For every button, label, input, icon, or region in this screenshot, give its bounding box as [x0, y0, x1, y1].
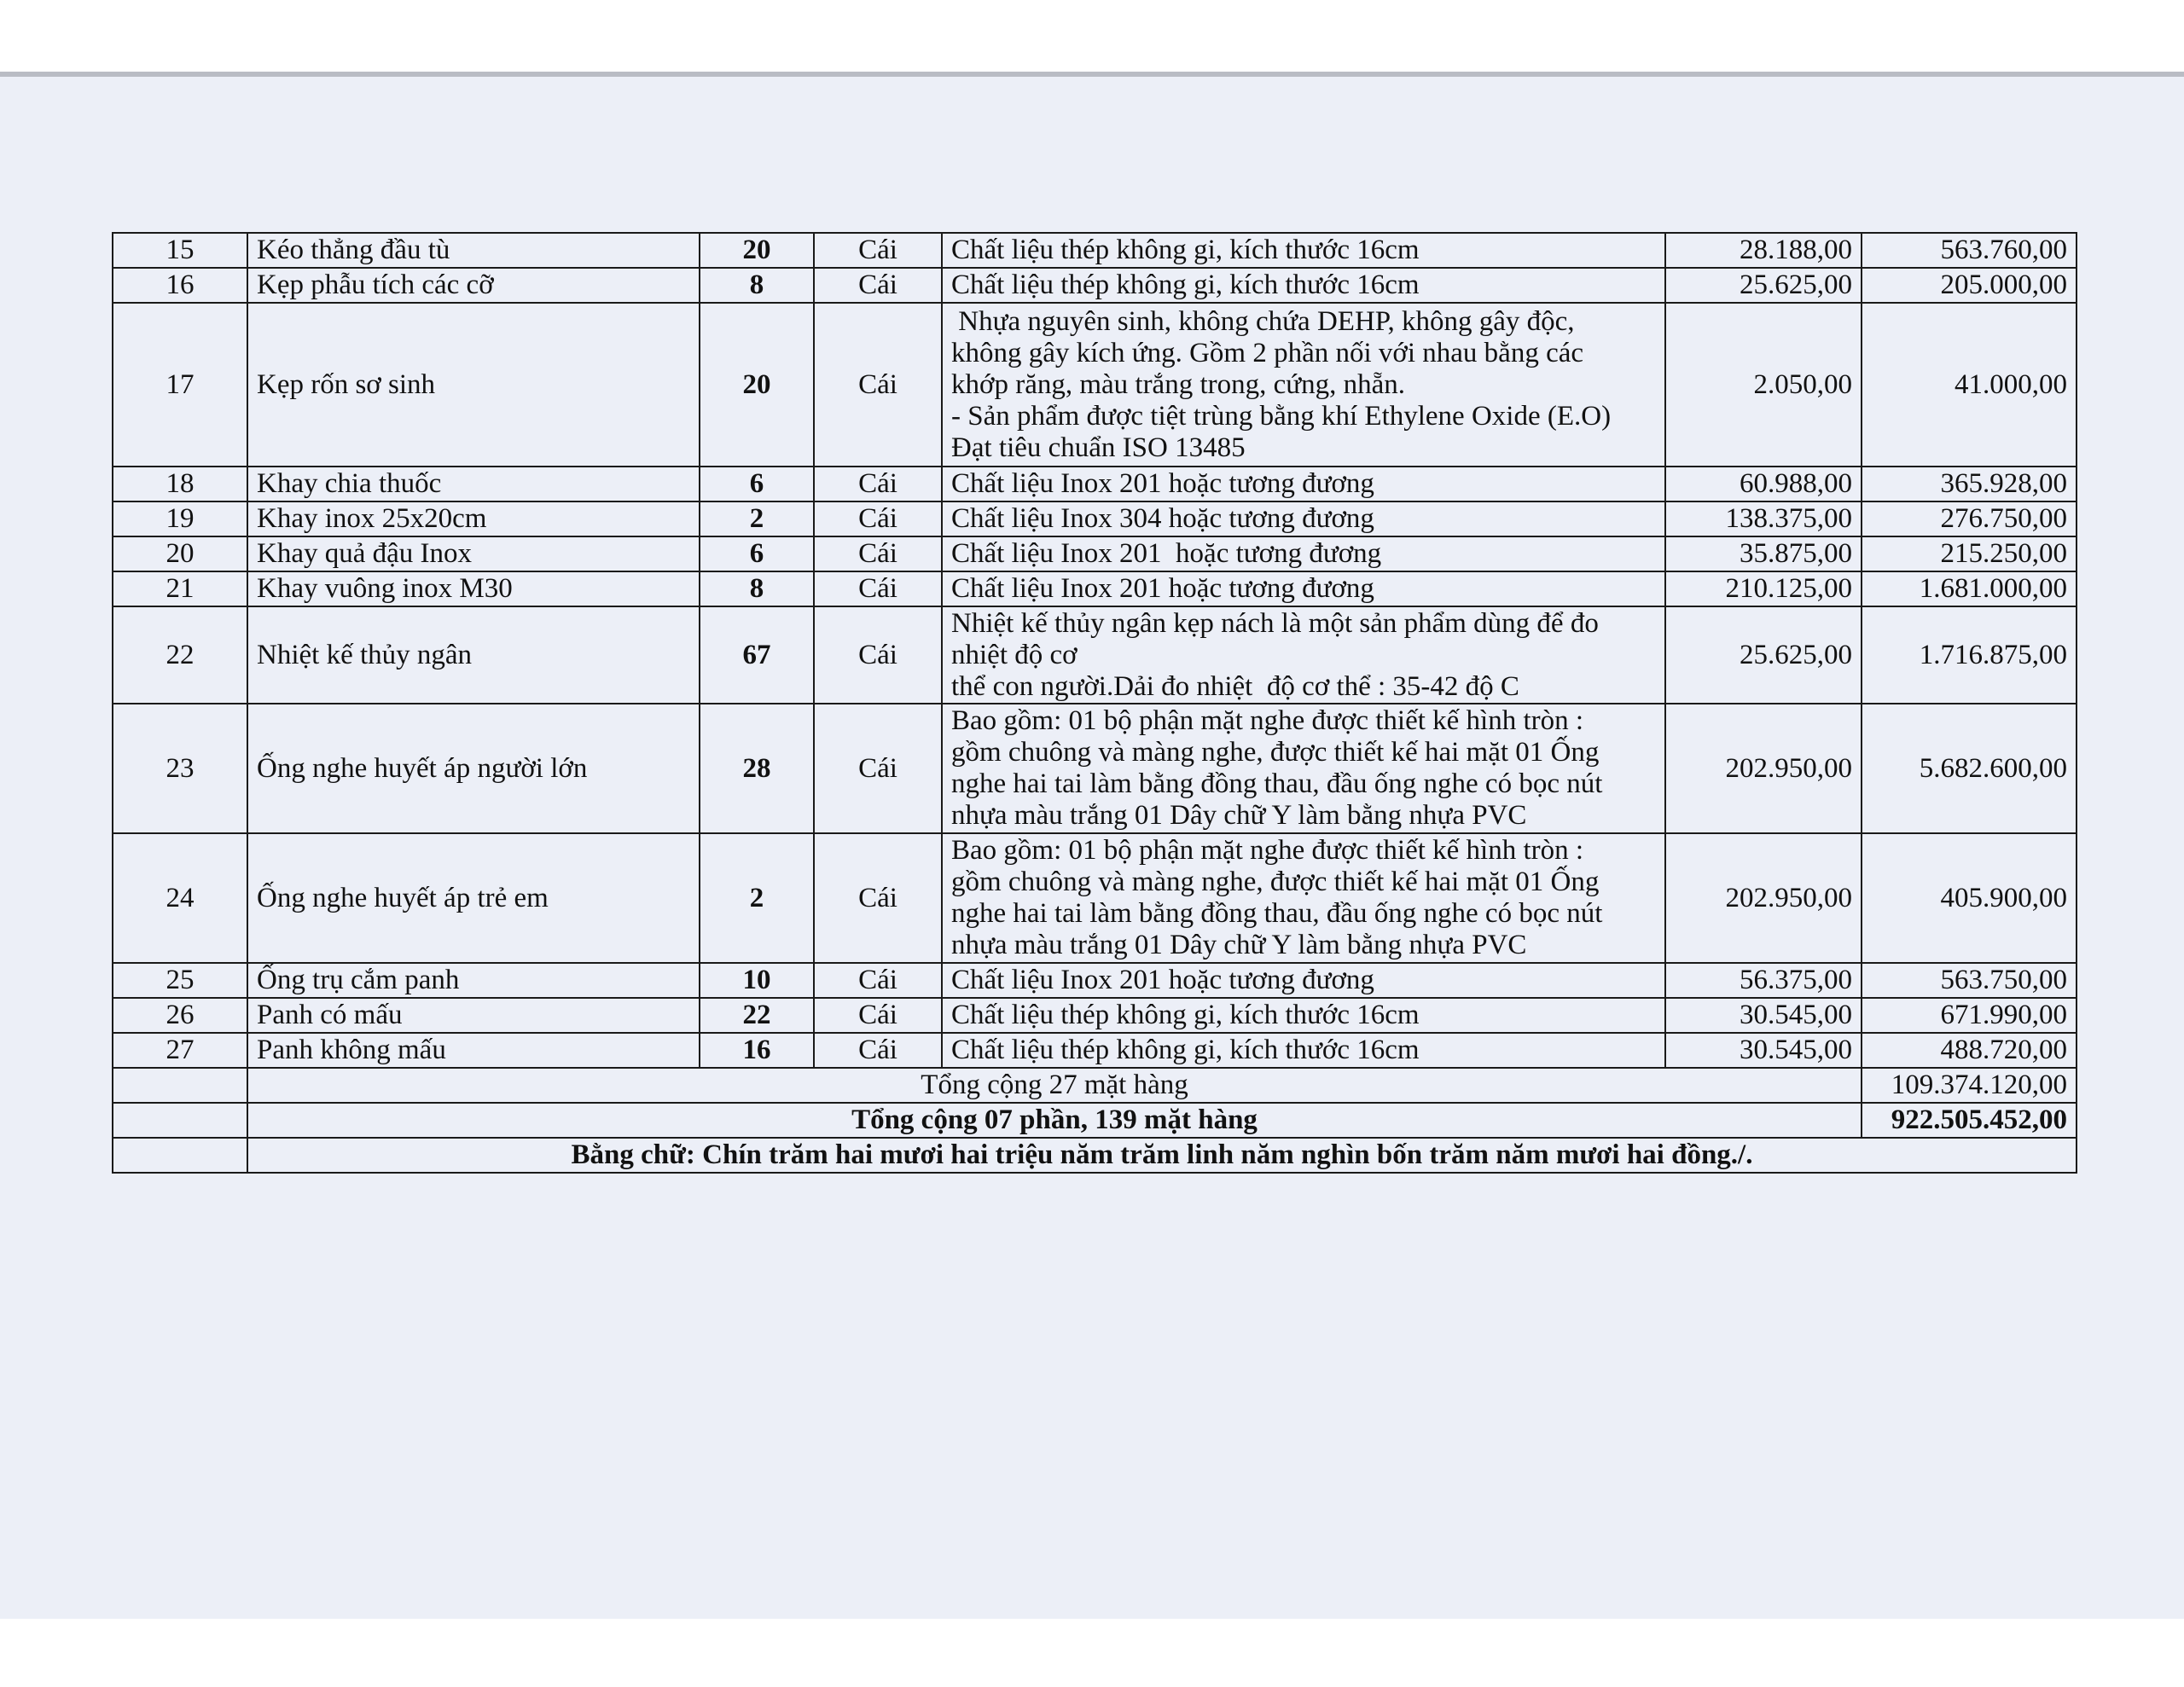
spec-line: nhựa màu trắng 01 Dây chữ Y làm bằng nhựa PVC — [951, 930, 1527, 960]
item-quantity: 28 — [700, 704, 814, 833]
amount-in-words: Bằng chữ: Chín trăm hai mươi hai triệu năm trăm linh năm nghìn bốn trăm năm mươi hai đồng./. — [247, 1138, 2077, 1173]
item-number: 23 — [113, 704, 247, 833]
spec-line: Chất liệu thép không gi, kích thước 16cm — [951, 1000, 1420, 1030]
item-name: Kẹp phẫu tích các cỡ — [247, 268, 700, 303]
item-unit: Cái — [814, 833, 942, 963]
item-total-price: 488.720,00 — [1862, 1033, 2077, 1068]
item-total-price: 671.990,00 — [1862, 998, 2077, 1033]
item-quantity: 2 — [700, 833, 814, 963]
spec-line: Nhựa nguyên sinh, không chứa DEHP, không gây độc, — [951, 305, 1575, 337]
item-number: 18 — [113, 467, 247, 501]
item-unit-price: 202.950,00 — [1665, 833, 1862, 963]
item-specification — [942, 704, 1665, 833]
item-specification — [942, 233, 1665, 268]
table-row — [113, 963, 2077, 998]
table-row — [113, 1033, 2077, 1068]
item-name: Ống nghe huyết áp trẻ em — [247, 833, 700, 963]
table-row — [113, 501, 2077, 536]
item-unit: Cái — [814, 963, 942, 998]
item-unit-price: 138.375,00 — [1665, 501, 1862, 536]
item-total-price: 276.750,00 — [1862, 501, 2077, 536]
spec-line: khớp răng, màu trắng trong, cứng, nhẵn. — [951, 368, 1406, 400]
item-quantity: 20 — [700, 303, 814, 467]
item-name: Panh không mấu — [247, 1033, 700, 1068]
spec-line: Chất liệu thép không gi, kích thước 16cm — [951, 270, 1420, 300]
item-name: Kéo thẳng đầu tù — [247, 233, 700, 268]
item-unit: Cái — [814, 303, 942, 467]
spec-line: Bao gồm: 01 bộ phận mặt nghe được thiết kế hình tròn : — [951, 705, 1584, 736]
spec-line: nghe hai tai làm bằng đồng thau, đầu ống nghe có bọc nút — [951, 898, 1603, 929]
item-total-price: 563.750,00 — [1862, 963, 2077, 998]
table-row — [113, 998, 2077, 1033]
spec-line: Chất liệu thép không gi, kích thước 16cm — [951, 1035, 1420, 1065]
spec-line: Nhiệt kế thủy ngân kẹp nách là một sản phẩm dùng để đo — [951, 607, 1599, 639]
grand-total-row — [113, 1103, 2077, 1138]
item-specification — [942, 303, 1665, 467]
item-specification — [942, 1033, 1665, 1068]
item-number: 17 — [113, 303, 247, 467]
subtotal-row — [113, 1068, 2077, 1103]
item-quantity: 6 — [700, 467, 814, 501]
table-row — [113, 704, 2077, 833]
scan-top-margin — [0, 0, 2184, 72]
table-row — [113, 268, 2077, 303]
item-total-price: 563.760,00 — [1862, 233, 2077, 268]
item-number: 19 — [113, 501, 247, 536]
table-row — [113, 833, 2077, 963]
subtotal-label: Tổng cộng 27 mặt hàng — [247, 1068, 1862, 1103]
spec-line: - Sản phẩm được tiệt trùng bằng khí Ethylene Oxide (E.O) — [951, 400, 1612, 432]
item-total-price: 5.682.600,00 — [1862, 704, 2077, 833]
item-number: 25 — [113, 963, 247, 998]
item-total-price: 1.716.875,00 — [1862, 606, 2077, 704]
item-unit: Cái — [814, 571, 942, 606]
item-unit: Cái — [814, 606, 942, 704]
item-number: 16 — [113, 268, 247, 303]
item-unit: Cái — [814, 998, 942, 1033]
item-name: Khay inox 25x20cm — [247, 501, 700, 536]
grand-total-label: Tổng cộng 07 phần, 139 mặt hàng — [247, 1103, 1862, 1138]
item-quantity: 16 — [700, 1033, 814, 1068]
item-unit: Cái — [814, 1033, 942, 1068]
spec-line: Chất liệu thép không gi, kích thước 16cm — [951, 235, 1420, 265]
item-unit: Cái — [814, 233, 942, 268]
spec-line: Chất liệu Inox 304 hoặc tương đương — [951, 503, 1374, 534]
item-number: 20 — [113, 536, 247, 571]
item-quantity: 10 — [700, 963, 814, 998]
item-name: Khay chia thuốc — [247, 467, 700, 501]
item-unit: Cái — [814, 268, 942, 303]
subtotal-value: 109.374.120,00 — [1862, 1068, 2077, 1103]
table-row — [113, 467, 2077, 501]
item-specification — [942, 606, 1665, 704]
grand-total-empty-cell — [113, 1103, 247, 1138]
spec-line: Chất liệu Inox 201 hoặc tương đương — [951, 468, 1374, 499]
table-row — [113, 233, 2077, 268]
item-name: Khay vuông inox M30 — [247, 571, 700, 606]
item-unit-price: 56.375,00 — [1665, 963, 1862, 998]
item-total-price: 365.928,00 — [1862, 467, 2077, 501]
item-specification — [942, 536, 1665, 571]
item-unit-price: 210.125,00 — [1665, 571, 1862, 606]
item-rows — [113, 233, 2077, 1068]
table-row — [113, 303, 2077, 467]
table-row — [113, 606, 2077, 704]
item-number: 15 — [113, 233, 247, 268]
item-quantity: 20 — [700, 233, 814, 268]
item-specification — [942, 998, 1665, 1033]
spec-line: nhựa màu trắng 01 Dây chữ Y làm bằng nhựa PVC — [951, 800, 1527, 831]
amount-in-words-row — [113, 1138, 2077, 1173]
spec-line: nghe hai tai làm bằng đồng thau, đầu ống nghe có bọc nút — [951, 768, 1603, 799]
item-name: Khay quả đậu Inox — [247, 536, 700, 571]
spec-line: gồm chuông và màng nghe, được thiết kế hai mặt 01 Ống — [951, 867, 1600, 897]
spec-line: Chất liệu Inox 201 hoặc tương đương — [951, 573, 1374, 604]
item-unit-price: 2.050,00 — [1665, 303, 1862, 467]
item-total-price: 405.900,00 — [1862, 833, 2077, 963]
item-number: 21 — [113, 571, 247, 606]
spec-line: gồm chuông và màng nghe, được thiết kế hai mặt 01 Ống — [951, 737, 1600, 768]
item-number: 27 — [113, 1033, 247, 1068]
item-name: Nhiệt kế thủy ngân — [247, 606, 700, 704]
item-quantity: 8 — [700, 571, 814, 606]
item-quantity: 22 — [700, 998, 814, 1033]
equipment-price-table — [112, 232, 2077, 1174]
grand-total-value: 922.505.452,00 — [1862, 1103, 2077, 1138]
item-quantity: 8 — [700, 268, 814, 303]
item-number: 22 — [113, 606, 247, 704]
table-row — [113, 536, 2077, 571]
item-unit-price: 30.545,00 — [1665, 1033, 1862, 1068]
item-unit-price: 25.625,00 — [1665, 606, 1862, 704]
item-unit: Cái — [814, 467, 942, 501]
item-unit: Cái — [814, 501, 942, 536]
item-specification — [942, 571, 1665, 606]
item-quantity: 67 — [700, 606, 814, 704]
item-name: Panh có mấu — [247, 998, 700, 1033]
spec-line: Chất liệu Inox 201 hoặc tương đương — [951, 538, 1382, 569]
scan-bottom-margin — [0, 1619, 2184, 1687]
item-name: Ống nghe huyết áp người lớn — [247, 704, 700, 833]
item-unit: Cái — [814, 704, 942, 833]
item-unit-price: 35.875,00 — [1665, 536, 1862, 571]
item-name: Ống trụ cắm panh — [247, 963, 700, 998]
item-specification — [942, 268, 1665, 303]
item-unit-price: 28.188,00 — [1665, 233, 1862, 268]
item-specification — [942, 963, 1665, 998]
item-quantity: 2 — [700, 501, 814, 536]
item-number: 26 — [113, 998, 247, 1033]
item-total-price: 1.681.000,00 — [1862, 571, 2077, 606]
spec-line: nhiệt độ cơ — [951, 639, 1077, 670]
item-specification — [942, 467, 1665, 501]
spec-line: thể con người.Dải đo nhiệt độ cơ thể : 35-42 độ C — [951, 670, 1519, 702]
item-specification — [942, 833, 1665, 963]
summary-rows — [113, 1068, 2077, 1173]
item-unit: Cái — [814, 536, 942, 571]
item-number: 24 — [113, 833, 247, 963]
amount-in-words-empty-cell — [113, 1138, 247, 1173]
subtotal-empty-cell — [113, 1068, 247, 1103]
item-unit-price: 25.625,00 — [1665, 268, 1862, 303]
item-unit-price: 60.988,00 — [1665, 467, 1862, 501]
spec-line: Bao gồm: 01 bộ phận mặt nghe được thiết kế hình tròn : — [951, 835, 1584, 866]
table-row — [113, 571, 2077, 606]
item-specification — [942, 501, 1665, 536]
spec-line: Đạt tiêu chuẩn ISO 13485 — [951, 432, 1246, 463]
spec-line: Chất liệu Inox 201 hoặc tương đương — [951, 965, 1374, 995]
item-quantity: 6 — [700, 536, 814, 571]
item-total-price: 205.000,00 — [1862, 268, 2077, 303]
item-total-price: 41.000,00 — [1862, 303, 2077, 467]
item-unit-price: 30.545,00 — [1665, 998, 1862, 1033]
item-name: Kẹp rốn sơ sinh — [247, 303, 700, 467]
item-unit-price: 202.950,00 — [1665, 704, 1862, 833]
item-total-price: 215.250,00 — [1862, 536, 2077, 571]
spec-line: không gây kích ứng. Gồm 2 phần nối với nhau bằng các — [951, 337, 1584, 368]
